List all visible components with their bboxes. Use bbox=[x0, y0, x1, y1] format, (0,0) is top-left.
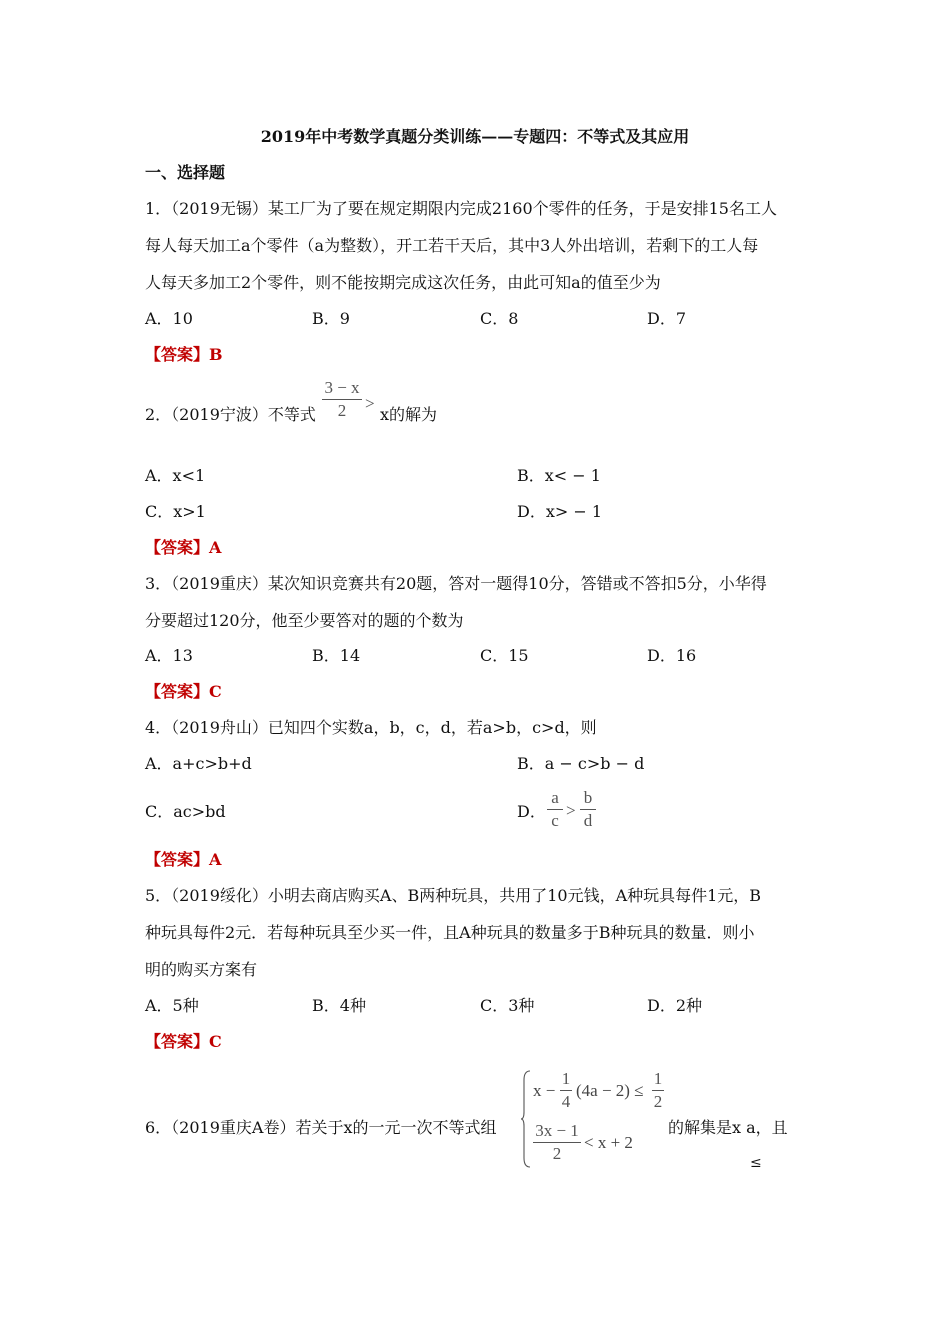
q2-suffix: x的解为 bbox=[380, 405, 438, 424]
q2-fraction-denominator: 2 bbox=[337, 401, 347, 420]
q2-option-b: B．x< − 1 bbox=[517, 466, 601, 485]
q5-option-b: B．4种 bbox=[312, 996, 366, 1015]
q5-option-a: A．5种 bbox=[145, 996, 199, 1015]
q4-d-numerator-a: a bbox=[551, 788, 559, 807]
q6-row1-fraction-2 bbox=[652, 1069, 664, 1112]
q5-option-c: C．3种 bbox=[480, 996, 535, 1015]
q4-answer: 【答案】A bbox=[145, 850, 222, 869]
q6-row2-rhs: < x + 2 bbox=[584, 1133, 633, 1152]
q4-line-1: 4．（2019舟山）已知四个实数a，b，c，d，若a>b，c>d，则 bbox=[145, 718, 597, 737]
q6-row2-numerator: 3x − 1 bbox=[535, 1121, 579, 1140]
q1-option-c: C．8 bbox=[480, 309, 519, 328]
q1-line-3: 人每天多加工2个零件，则不能按期完成这次任务，由此可知a的值至少为 bbox=[145, 273, 661, 292]
q3-line-2: 分要超过120分，他至少要答对的题的个数为 bbox=[145, 611, 464, 630]
q2-option-d: D．x> − 1 bbox=[517, 502, 603, 521]
q4-option-a: A．a+c>b+d bbox=[145, 754, 252, 773]
q5-option-d: D．2种 bbox=[647, 996, 703, 1015]
q6-row1-numerator: 1 bbox=[561, 1069, 571, 1088]
q3-option-a: A．13 bbox=[145, 646, 193, 665]
q2-option-a: A．x<1 bbox=[145, 466, 206, 485]
q5-line-2: 种玩具每件2元．若每种玩具至少买一件，且A种玩具的数量多于B种玩具的数量．则小 bbox=[145, 923, 755, 942]
q6-row1-lhs: x − bbox=[533, 1081, 556, 1100]
q3-option-d: D．16 bbox=[647, 646, 697, 665]
q4-d-greater-sign: > bbox=[566, 801, 576, 820]
q2-answer: 【答案】A bbox=[145, 538, 222, 557]
q5-line-1: 5．（2019绥化）小明去商店购买A、B两种玩具，共用了10元钱，A种玩具每件1元，B bbox=[145, 886, 762, 905]
q3-option-c: C．15 bbox=[480, 646, 529, 665]
q6-le-sign: ≤ bbox=[750, 1155, 762, 1171]
q5-line-3: 明的购买方案有 bbox=[145, 960, 258, 979]
q5-answer: 【答案】C bbox=[145, 1032, 222, 1051]
q4-d-denominator-c: c bbox=[551, 811, 559, 830]
page-title: 2019年中考数学真题分类训练——专题四：不等式及其应用 bbox=[260, 127, 690, 146]
q3-option-b: B．14 bbox=[312, 646, 361, 665]
q4-option-c: C．ac>bd bbox=[145, 802, 226, 821]
q6-suffix: 的解集是x a，且 bbox=[668, 1118, 788, 1137]
q2-fraction-numerator: 3 − x bbox=[324, 378, 360, 397]
q1-answer: 【答案】B bbox=[145, 345, 223, 364]
q3-answer: 【答案】C bbox=[145, 682, 222, 701]
q2-option-c: C．x>1 bbox=[145, 502, 206, 521]
q6-prefix: 6．（2019重庆A卷）若关于x的一元一次不等式组 bbox=[145, 1118, 497, 1137]
q4-option-b: B．a − c>b − d bbox=[517, 754, 645, 773]
q4-option-d: D． bbox=[517, 802, 546, 821]
q2-prefix: 2．（2019宁波）不等式 bbox=[145, 405, 316, 424]
q6-row1-denominator-2: 2 bbox=[653, 1092, 663, 1111]
q6-row2-denominator: 2 bbox=[552, 1144, 562, 1163]
q2-greater-sign: > bbox=[365, 394, 375, 413]
system-brace-icon bbox=[520, 1070, 532, 1168]
q2-fraction bbox=[322, 378, 362, 421]
q1-option-d: D．7 bbox=[647, 309, 687, 328]
q4-d-numerator-b: b bbox=[583, 788, 593, 807]
q6-row1-denominator: 4 bbox=[561, 1092, 571, 1111]
q4-d-fraction-right bbox=[580, 788, 596, 831]
q4-d-denominator-d: d bbox=[583, 811, 593, 830]
q3-line-1: 3．（2019重庆）某次知识竞赛共有20题，答对一题得10分，答错或不答扣5分，小华得 bbox=[145, 574, 767, 593]
q1-line-1: 1．（2019无锡）某工厂为了要在规定期限内完成2160个零件的任务，于是安排15名工人 bbox=[145, 199, 777, 218]
q6-row1-fraction bbox=[560, 1069, 572, 1112]
q1-line-2: 每人每天加工a个零件（a为整数），开工若干天后，其中3人外出培训，若剩下的工人每 bbox=[145, 236, 759, 255]
q4-d-fraction-left bbox=[547, 788, 563, 831]
q1-option-b: B．9 bbox=[312, 309, 350, 328]
q6-row1-numerator-2: 1 bbox=[653, 1069, 663, 1088]
q1-option-a: A．10 bbox=[145, 309, 193, 328]
section-heading: 一、选择题 bbox=[145, 163, 226, 182]
q6-row1-rhs: (4a − 2) ≤ bbox=[576, 1081, 644, 1100]
q6-row2-fraction bbox=[533, 1121, 581, 1164]
